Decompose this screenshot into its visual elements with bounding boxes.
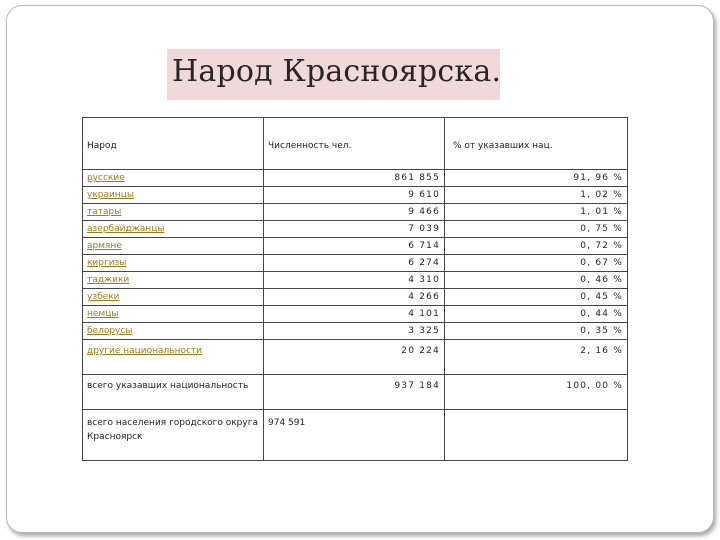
nationality-link[interactable]: другие национальности [87,346,203,356]
table-row [83,170,628,187]
percent-cell: 2, 16 % [445,340,628,375]
title-text: Народ Красноярска [172,54,492,89]
table-top-row [83,118,628,135]
count-cell: 7 039 [264,221,445,238]
percent-cell: 1, 01 % [445,204,628,221]
percent-cell: 0, 35 % [445,323,628,340]
total-population-count: 974 591 [264,410,445,461]
percent-cell: 0, 67 % [445,255,628,272]
total-population-row [83,410,628,461]
nationality-cell[interactable] [83,238,264,255]
nationality-link[interactable]: таджики [87,275,130,285]
population-table [82,117,628,461]
count-cell: 4 101 [264,306,445,323]
nationality-cell[interactable] [83,272,264,289]
total-specified-label: всего указавших национальность [83,375,264,410]
percent-cell: 0, 44 % [445,306,628,323]
count-cell: 4 310 [264,272,445,289]
title-dot: . [491,54,502,89]
nationality-link[interactable]: немцы [87,309,119,319]
percent-cell: 91, 96 % [445,170,628,187]
count-cell: 6 714 [264,238,445,255]
table-row [83,272,628,289]
table-row [83,187,628,204]
table-row [83,238,628,255]
nationality-cell[interactable] [83,306,264,323]
nationality-link[interactable]: узбеки [87,292,120,302]
nationality-link[interactable]: русские [87,173,125,183]
header-percent: % от указавших нац. [445,134,628,170]
percent-cell: 0, 72 % [445,238,628,255]
table-row [83,221,628,238]
nationality-cell[interactable] [83,323,264,340]
table-row [83,204,628,221]
slide-title [172,54,501,89]
percent-cell: 1, 02 % [445,187,628,204]
count-cell: 9 466 [264,204,445,221]
header-count: Численность чел. [264,134,445,170]
total-specified-row [83,375,628,410]
nationality-link[interactable]: киргизы [87,258,127,268]
nationality-cell[interactable] [83,187,264,204]
nationality-cell[interactable] [83,340,264,375]
empty-cell [264,118,445,135]
total-population-label: всего населения городского округа Красноярск [83,410,264,461]
count-cell: 861 855 [264,170,445,187]
nationality-cell[interactable] [83,221,264,238]
percent-cell: 0, 45 % [445,289,628,306]
count-cell: 4 266 [264,289,445,306]
nationality-link[interactable]: татары [87,207,122,217]
nationality-link[interactable]: армяне [87,241,122,251]
percent-cell: 0, 75 % [445,221,628,238]
table-row [83,255,628,272]
count-cell: 6 274 [264,255,445,272]
nationality-cell[interactable] [83,204,264,221]
table-row [83,289,628,306]
total-specified-count: 937 184 [264,375,445,410]
nationality-link[interactable]: азербайджанцы [87,224,165,234]
empty-cell [83,118,264,135]
count-cell: 20 224 [264,340,445,375]
nationality-cell[interactable] [83,255,264,272]
empty-cell [445,410,628,461]
nationality-cell[interactable] [83,170,264,187]
empty-cell [445,118,628,135]
table-row [83,323,628,340]
nationality-cell[interactable] [83,289,264,306]
count-cell: 9 610 [264,187,445,204]
table-row [83,306,628,323]
table-row [83,340,628,375]
header-people: Народ [83,134,264,170]
nationality-link[interactable]: украинцы [87,190,134,200]
table-header-row [83,134,628,170]
count-cell: 3 325 [264,323,445,340]
percent-cell: 0, 46 % [445,272,628,289]
nationality-link[interactable]: белорусы [87,326,133,336]
total-specified-percent: 100, 00 % [445,375,628,410]
